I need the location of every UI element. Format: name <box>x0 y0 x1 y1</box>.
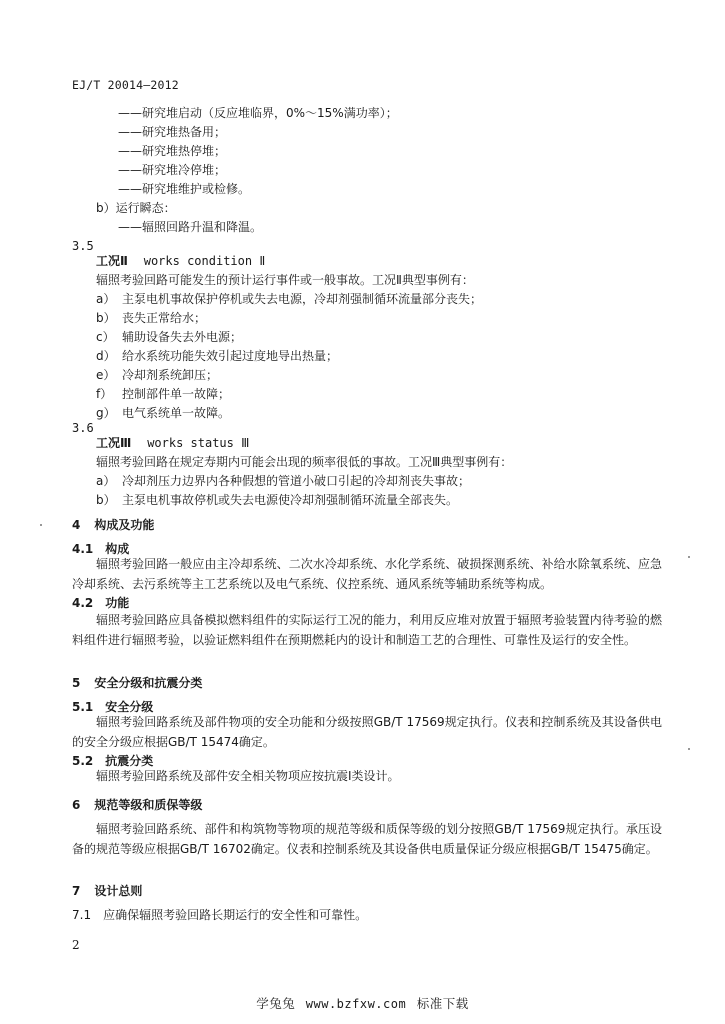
list-item <box>96 347 338 365</box>
list-text: 给水系统功能失效引起过度地导出热量； <box>122 349 339 363</box>
list-item: ——研究堆冷停堆； <box>118 163 227 177</box>
footer-site-name: 学兔兔 <box>256 996 296 1011</box>
subsection-number: 4.2 <box>72 596 94 610</box>
section-heading <box>72 882 142 900</box>
list-text: 主泵电机事故停机或失去电源使冷却剂强制循环流量全部丧失。 <box>122 493 459 507</box>
list-item: ——研究堆维护或检修。 <box>118 182 251 196</box>
paragraph: 辐照考验回路应具备模拟燃料组件的实际运行工况的能力，利用反应堆对放置于辐照考验装置内待考验的燃料组件进行辐照考验，以验证燃料组件在预期燃耗内的设计和制造工艺的合理性、可靠性及运行的安全性。 <box>72 613 662 647</box>
section-title: 规范等级和质保等级 <box>94 798 203 812</box>
clause <box>72 906 367 924</box>
term-heading <box>96 252 265 270</box>
section-number: 6 <box>72 798 81 812</box>
subsection-title: 抗震分类 <box>105 754 154 768</box>
section-title: 设计总则 <box>94 884 143 898</box>
list-mark: f） <box>96 387 113 401</box>
standard-code: EJ/T 20014—2012 <box>72 78 179 92</box>
list-mark: e） <box>96 368 116 382</box>
section-number: 7 <box>72 884 81 898</box>
clause-text: 应确保辐照考验回路长期运行的安全性和可靠性。 <box>103 908 368 922</box>
scan-speck <box>688 748 690 750</box>
subsection-number: 5.1 <box>72 700 94 714</box>
clause-number: 3.5 <box>72 239 94 253</box>
subsection-title: 安全分级 <box>105 700 154 714</box>
section-heading <box>72 674 202 692</box>
term-cn: 工况Ⅲ <box>96 436 132 450</box>
section-heading <box>72 516 154 534</box>
list-text: 控制部件单一故障； <box>122 387 231 401</box>
subsection-title: 功能 <box>105 596 130 610</box>
footer-url: www.bzfxw.com <box>305 997 407 1011</box>
term-definition: 辐照考验回路在规定寿期内可能会出现的频率很低的事故。工况Ⅲ典型事例有： <box>96 455 513 469</box>
list-item <box>96 328 242 346</box>
list-mark: a） <box>96 292 116 306</box>
scan-speck <box>40 524 42 526</box>
list-mark: b） <box>96 311 116 325</box>
term-heading <box>96 434 249 452</box>
list-mark: d） <box>96 349 116 363</box>
section-number: 5 <box>72 676 81 690</box>
section-heading <box>72 796 202 814</box>
paragraph: 辐照考验回路系统及部件安全相关物项应按抗震Ⅰ类设计。 <box>96 769 400 783</box>
scan-speck <box>688 556 690 558</box>
watermark-footer <box>0 994 725 1012</box>
clause-number: 3.6 <box>72 421 94 435</box>
list-item-label: b）运行瞬态： <box>96 201 176 215</box>
list-mark: c） <box>96 330 115 344</box>
list-item <box>96 366 218 384</box>
list-item: ——研究堆热停堆； <box>118 144 227 158</box>
term-en: works condition Ⅱ <box>143 254 266 268</box>
list-mark: a） <box>96 474 116 488</box>
section-number: 4 <box>72 518 81 532</box>
list-text: 冷却剂系统卸压； <box>122 368 219 382</box>
list-item: ——研究堆热备用； <box>118 125 227 139</box>
list-item <box>96 404 230 422</box>
page-number: 2 <box>72 938 80 952</box>
subsection-number: 5.2 <box>72 754 94 768</box>
list-item <box>96 385 230 403</box>
list-text: 主泵电机事故保护停机或失去电源，冷却剂强制循环流量部分丧失； <box>122 292 483 306</box>
list-text: 辅助设备失去外电源； <box>122 330 243 344</box>
list-item: ——研究堆启动（反应堆临界，0%～15%满功率）； <box>118 106 398 120</box>
section-title: 安全分级和抗震分类 <box>94 676 203 690</box>
section-title: 构成及功能 <box>94 518 155 532</box>
list-item <box>96 309 206 327</box>
list-text: 丧失正常给水； <box>122 311 207 325</box>
footer-label: 标准下载 <box>416 996 469 1011</box>
clause-number: 7.1 <box>72 908 92 922</box>
subsection-heading <box>72 594 129 612</box>
term-en: works status Ⅲ <box>147 436 250 450</box>
term-definition: 辐照考验回路可能发生的预计运行事件或一般事故。工况Ⅱ典型事例有： <box>96 273 474 287</box>
paragraph: 辐照考验回路一般应由主冷却系统、二次水冷却系统、水化学系统、破损探测系统、补给水除氧系统、应急冷却系统、去污系统等主工艺系统以及电气系统、仪控系统、通风系统等辅助系统等构成。 <box>72 557 662 591</box>
list-item <box>96 472 470 490</box>
paragraph: 辐照考验回路系统及部件物项的安全功能和分级按照GB/T 17569规定执行。仪表和控制系统及其设备供电的安全分级应根据GB/T 15474确定。 <box>72 715 662 749</box>
list-item: ——辐照回路升温和降温。 <box>118 220 263 234</box>
list-item <box>96 491 458 509</box>
subsection-number: 4.1 <box>72 542 94 556</box>
list-mark: g） <box>96 406 116 420</box>
list-mark: b） <box>96 493 116 507</box>
paragraph: 辐照考验回路系统、部件和构筑物等物项的规范等级和质保等级的划分按照GB/T 17569规定执行。承压设备的规范等级应根据GB/T 16702确定。仪表和控制系统及其设备供电质量保证分级应根据GB/T 15475确定。 <box>72 822 662 856</box>
list-text: 冷却剂压力边界内各种假想的管道小破口引起的冷却剂丧失事故； <box>122 474 471 488</box>
list-item <box>96 290 482 308</box>
term-cn: 工况Ⅱ <box>96 254 128 268</box>
subsection-title: 构成 <box>105 542 130 556</box>
list-text: 电气系统单一故障。 <box>122 406 231 420</box>
